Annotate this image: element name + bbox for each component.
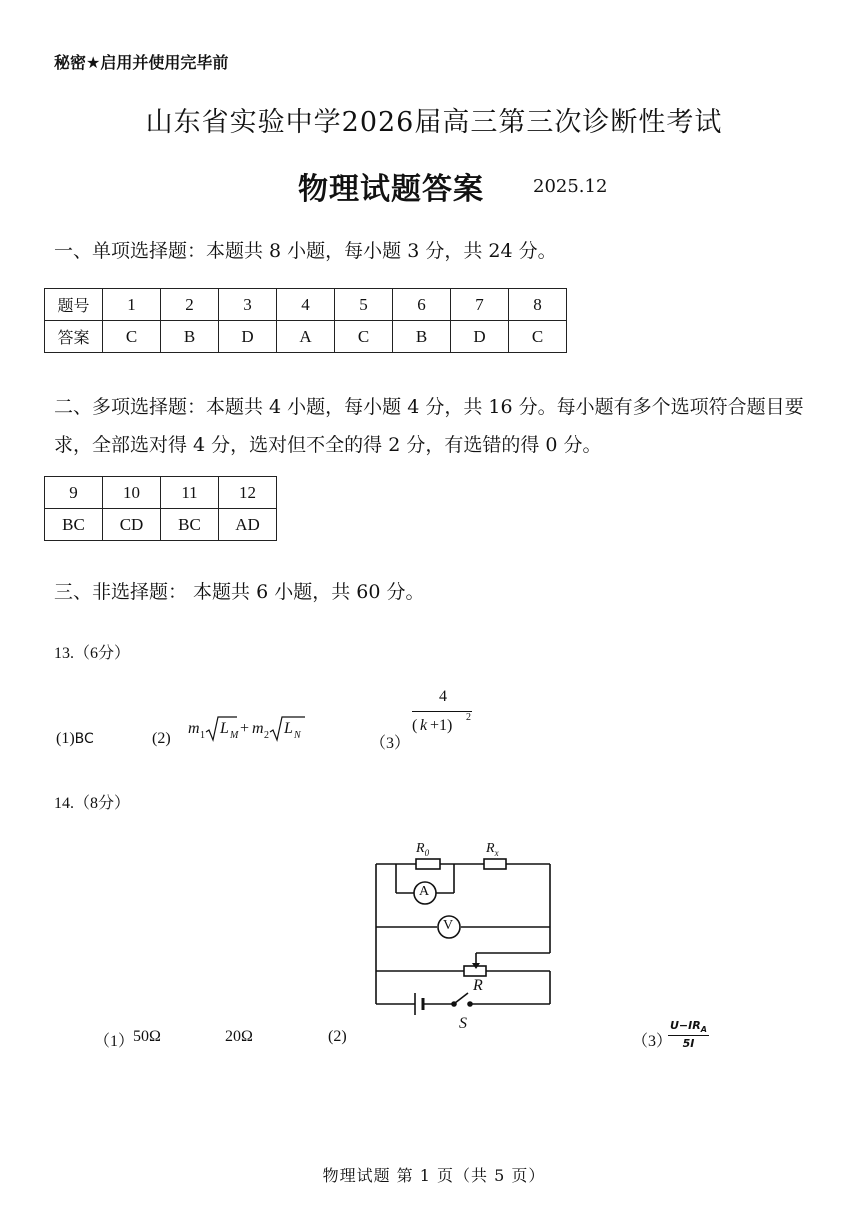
table-row-answers <box>45 321 567 353</box>
formula-sub1: 1 <box>200 730 205 741</box>
formula-subM: M <box>230 730 239 741</box>
q13-part1-label: (1) <box>56 730 75 747</box>
question-number: 1 <box>103 289 161 321</box>
formula-m2: m <box>252 720 264 737</box>
denominator-exponent: 2 <box>466 712 471 723</box>
fraction-denominator: 5I <box>682 1037 695 1051</box>
formula-m1: m <box>188 720 200 737</box>
question-number: 2 <box>161 289 219 321</box>
answer-cell: B <box>161 321 219 353</box>
answer-cell: BC <box>161 509 219 541</box>
table-row-answers <box>45 509 277 541</box>
question-number: 8 <box>509 289 567 321</box>
denominator-open: ( <box>412 717 418 734</box>
confidential-label: 秘密★启用并使用完毕前 <box>54 53 229 72</box>
question-number: 3 <box>219 289 277 321</box>
denominator-rest: +1) <box>430 717 453 734</box>
answer-cell: BC <box>45 509 103 541</box>
q14-part1-value2: 20Ω <box>225 1028 253 1045</box>
q14-part3-label: （3） <box>632 1033 673 1050</box>
q13-part1 <box>56 730 94 748</box>
answer-cell: A <box>277 321 335 353</box>
circuit-diagram <box>360 835 560 1035</box>
formula-L2: L <box>284 720 293 737</box>
q13-part2-label: (2) <box>152 730 171 747</box>
R0-label <box>416 841 429 858</box>
q14-label: 14.（8分） <box>54 795 131 812</box>
row-label-number: 题号 <box>45 289 103 321</box>
q14-part3-fraction <box>668 1019 709 1050</box>
fraction-numerator: 4 <box>439 688 447 705</box>
voltmeter-icon: V <box>443 918 454 933</box>
q13-part2-formula <box>188 712 328 746</box>
question-number: 9 <box>45 477 103 509</box>
question-number: 12 <box>219 477 277 509</box>
answer-cell: D <box>451 321 509 353</box>
formula-subN: N <box>294 730 301 741</box>
numerator-subscript: A <box>700 1025 707 1035</box>
question-number: 11 <box>161 477 219 509</box>
switch-label: S <box>459 1015 467 1032</box>
q13-part1-answer: BC <box>74 731 94 747</box>
answer-cell: C <box>335 321 393 353</box>
formula-plus: + <box>240 720 250 737</box>
Rx-label <box>486 841 499 858</box>
section3-heading: 三、非选择题： 本题共 6 小题，共 60 分。 <box>54 581 425 603</box>
row-label-answer: 答案 <box>45 321 103 353</box>
question-number: 10 <box>103 477 161 509</box>
numerator-text: U−IR <box>670 1019 701 1032</box>
q14-part1-label: （1） <box>94 1033 135 1050</box>
table-row-numbers <box>45 289 567 321</box>
denominator-k: k <box>420 717 428 734</box>
q14-part2-label: (2) <box>328 1028 347 1045</box>
section2-heading: 二、多项选择题：本题共 4 小题，每小题 4 分，共 16 分。每小题有多个选项符合题目要求，全部选对得 4 分，选对但不全的得 2 分，有选错的得 0 分。 <box>54 396 804 456</box>
exam-title: 山东省实验中学2026届高三第三次诊断性考试 <box>145 107 723 138</box>
question-number: 4 <box>277 289 335 321</box>
multi-choice-answer-table <box>44 476 277 541</box>
answer-cell: AD <box>219 509 277 541</box>
answer-cell: C <box>103 321 161 353</box>
q13-label: 13.（6分） <box>54 645 131 662</box>
q14-part1-value1: 50Ω <box>133 1028 161 1045</box>
answer-cell: B <box>393 321 451 353</box>
q13-part3-fraction <box>410 688 480 744</box>
R0-main: R <box>416 841 425 856</box>
question-number: 6 <box>393 289 451 321</box>
fraction-numerator <box>668 1019 709 1036</box>
formula-L1: L <box>220 720 229 737</box>
single-choice-answer-table <box>44 288 567 353</box>
circuit-wires <box>360 835 560 1035</box>
Rx-main: R <box>486 841 495 856</box>
q13-part3-label: （3） <box>370 735 411 752</box>
page-footer: 物理试题 第 1 页（共 5 页） <box>322 1166 546 1185</box>
question-number: 5 <box>335 289 393 321</box>
answer-cell: CD <box>103 509 161 541</box>
exam-date: 2025.12 <box>533 176 608 197</box>
section1-heading: 一、单项选择题：本题共 8 小题，每小题 3 分，共 24 分。 <box>54 240 557 262</box>
table-row-numbers <box>45 477 277 509</box>
R0-sub: 0 <box>424 847 430 858</box>
fraction-bar <box>412 711 472 712</box>
formula-sub2: 2 <box>264 730 269 741</box>
ammeter-icon: A <box>419 884 430 899</box>
Rx-sub: x <box>494 847 499 858</box>
answer-cell: D <box>219 321 277 353</box>
answer-cell: C <box>509 321 567 353</box>
rheostat-label: R <box>473 977 483 994</box>
page-title: 物理试题答案 <box>298 172 484 207</box>
question-number: 7 <box>451 289 509 321</box>
